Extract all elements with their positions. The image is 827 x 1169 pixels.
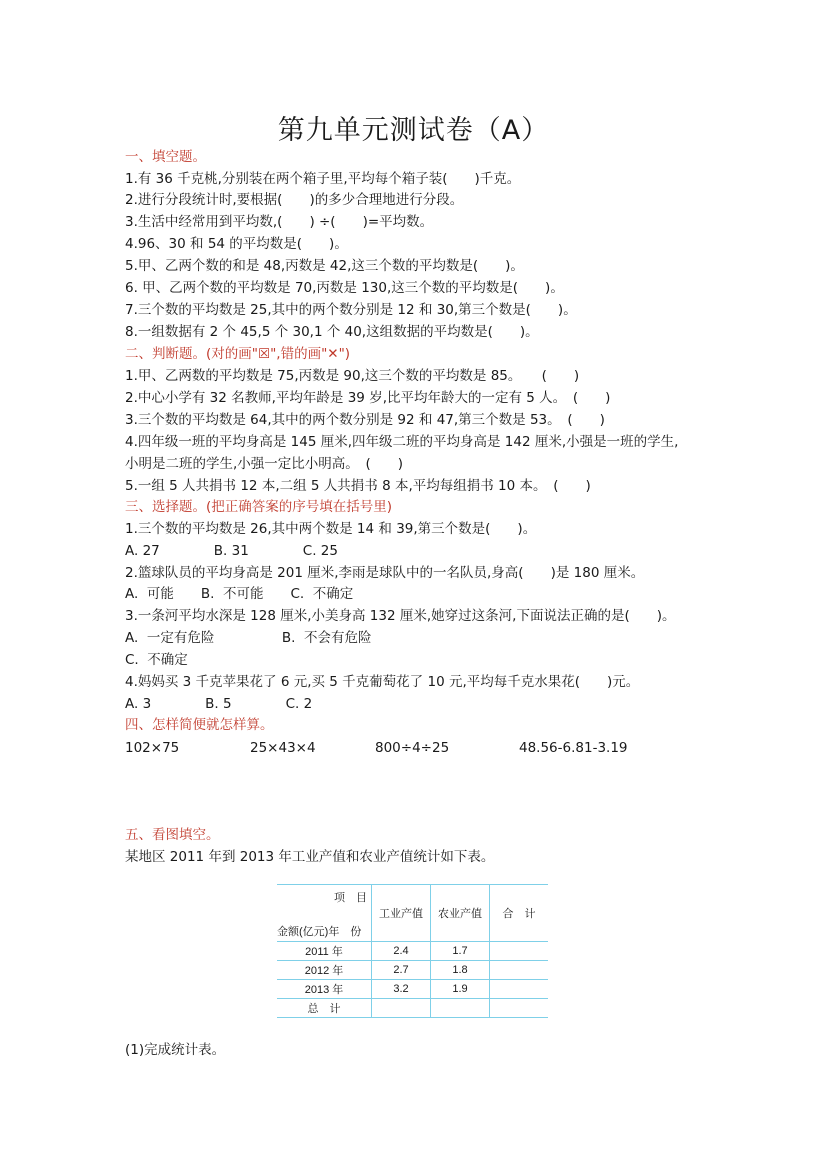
choice-options-3b: C. 不确定 — [125, 652, 188, 668]
table-intro: 某地区 2011 年到 2013 年工业产值和农业产值统计如下表。 — [125, 849, 495, 865]
fill-question-3: 3.生活中经常用到平均数,( ) ÷( )=平均数。 — [125, 214, 434, 230]
fill-question-7: 7.三个数的平均数是 25,其中的两个数分别是 12 和 30,第三个数是( )。 — [125, 302, 577, 318]
row-agriculture-value: 1.8 — [431, 961, 490, 980]
header-agriculture: 农业产值 — [431, 885, 490, 942]
row-year: 2013 年 — [277, 980, 372, 999]
fill-question-8: 8.一组数据有 2 个 45,5 个 30,1 个 40,这组数据的平均数是( )。 — [125, 324, 539, 340]
table-corner-bottom-label: 金额(亿元)年 份 — [277, 926, 362, 938]
section-calc-heading: 四、怎样简便就怎样算。 — [125, 717, 274, 733]
row-agriculture-value: 1.9 — [431, 980, 490, 999]
table-row — [277, 961, 548, 980]
choice-options-3a: A. 一定有危险 B. 不会有危险 — [125, 630, 372, 646]
judge-question-2: 2.中心小学有 32 名教师,平均年龄是 39 岁,比平均年龄大的一定有 5 人。 ( ) — [125, 390, 611, 406]
statistics-table — [277, 884, 548, 1018]
row-year: 2011 年 — [277, 942, 372, 961]
section-chart-heading: 五、看图填空。 — [125, 827, 220, 843]
page-title: 第九单元测试卷（A） — [277, 115, 550, 146]
fill-question-5: 5.甲、乙两个数的和是 48,丙数是 42,这三个数的平均数是( )。 — [125, 258, 524, 274]
header-total: 合 计 — [490, 885, 549, 942]
choice-question-2: 2.篮球队员的平均身高是 201 厘米,李雨是球队中的一名队员,身高( )是 180 厘米。 — [125, 565, 645, 581]
choice-question-1: 1.三个数的平均数是 26,其中两个数是 14 和 39,第三个数是( )。 — [125, 521, 537, 537]
calc-expression-4: 48.56-6.81-3.19 — [519, 740, 628, 756]
row-industry-value: 3.2 — [372, 980, 431, 999]
row-total-blank[interactable] — [490, 980, 549, 999]
judge-question-5: 5.一组 5 人共捐书 12 本,二组 5 人共捐书 8 本,平均每组捐书 10 本。 ( ) — [125, 478, 591, 494]
judge-question-3: 3.三个数的平均数是 64,其中的两个数分别是 92 和 47,第三个数是 53。 ( ) — [125, 412, 605, 428]
table-corner-cell — [277, 885, 372, 942]
total-sum-blank[interactable] — [490, 999, 549, 1018]
total-label: 总 计 — [277, 999, 372, 1018]
calc-expression-3: 800÷4÷25 — [375, 740, 450, 756]
row-industry-value: 2.4 — [372, 942, 431, 961]
table-corner-top-label: 项 目 — [334, 892, 367, 904]
fill-question-4: 4.96、30 和 54 的平均数是( )。 — [125, 236, 348, 252]
table-row — [277, 980, 548, 999]
fill-question-6: 6. 甲、乙两个数的平均数是 70,丙数是 130,这三个数的平均数是( )。 — [125, 280, 564, 296]
total-industry-blank[interactable] — [372, 999, 431, 1018]
row-total-blank[interactable] — [490, 961, 549, 980]
choice-question-4: 4.妈妈买 3 千克苹果花了 6 元,买 5 千克葡萄花了 10 元,平均每千克水果花( )元。 — [125, 674, 640, 690]
total-agriculture-blank[interactable] — [431, 999, 490, 1018]
row-total-blank[interactable] — [490, 942, 549, 961]
calc-row — [125, 739, 725, 757]
row-agriculture-value: 1.7 — [431, 942, 490, 961]
sub-question-1: (1)完成统计表。 — [125, 1042, 226, 1058]
section-fill-heading: 一、填空题。 — [125, 149, 206, 165]
choice-options-4: A. 3 B. 5 C. 2 — [125, 696, 313, 712]
judge-question-1: 1.甲、乙两数的平均数是 75,丙数是 90,这三个数的平均数是 85。 ( ) — [125, 368, 580, 384]
row-industry-value: 2.7 — [372, 961, 431, 980]
table-row — [277, 942, 548, 961]
calc-expression-1: 102×75 — [125, 740, 180, 756]
judge-question-4: 4.四年级一班的平均身高是 145 厘米,四年级二班的平均身高是 142 厘米,小强是一班的学生, — [125, 434, 679, 450]
fill-question-2: 2.进行分段统计时,要根据( )的多少合理地进行分段。 — [125, 192, 464, 208]
calc-expression-2: 25×43×4 — [250, 740, 316, 756]
row-year: 2012 年 — [277, 961, 372, 980]
header-industry: 工业产值 — [372, 885, 431, 942]
judge-question-4-cont: 小明是二班的学生,小强一定比小明高。 ( ) — [125, 456, 404, 472]
section-choice-heading: 三、选择题。(把正确答案的序号填在括号里) — [125, 499, 393, 515]
table-row — [277, 999, 548, 1018]
section-judge-heading: 二、判断题。(对的画"☒",错的画"✕") — [125, 346, 351, 362]
fill-question-1: 1.有 36 千克桃,分别装在两个箱子里,平均每个箱子装( )千克。 — [125, 171, 521, 187]
choice-options-1: A. 27 B. 31 C. 25 — [125, 543, 338, 559]
choice-question-3: 3.一条河平均水深是 128 厘米,小美身高 132 厘米,她穿过这条河,下面说法正确的是( )。 — [125, 608, 676, 624]
choice-options-2: A. 可能 B. 不可能 C. 不确定 — [125, 586, 354, 602]
